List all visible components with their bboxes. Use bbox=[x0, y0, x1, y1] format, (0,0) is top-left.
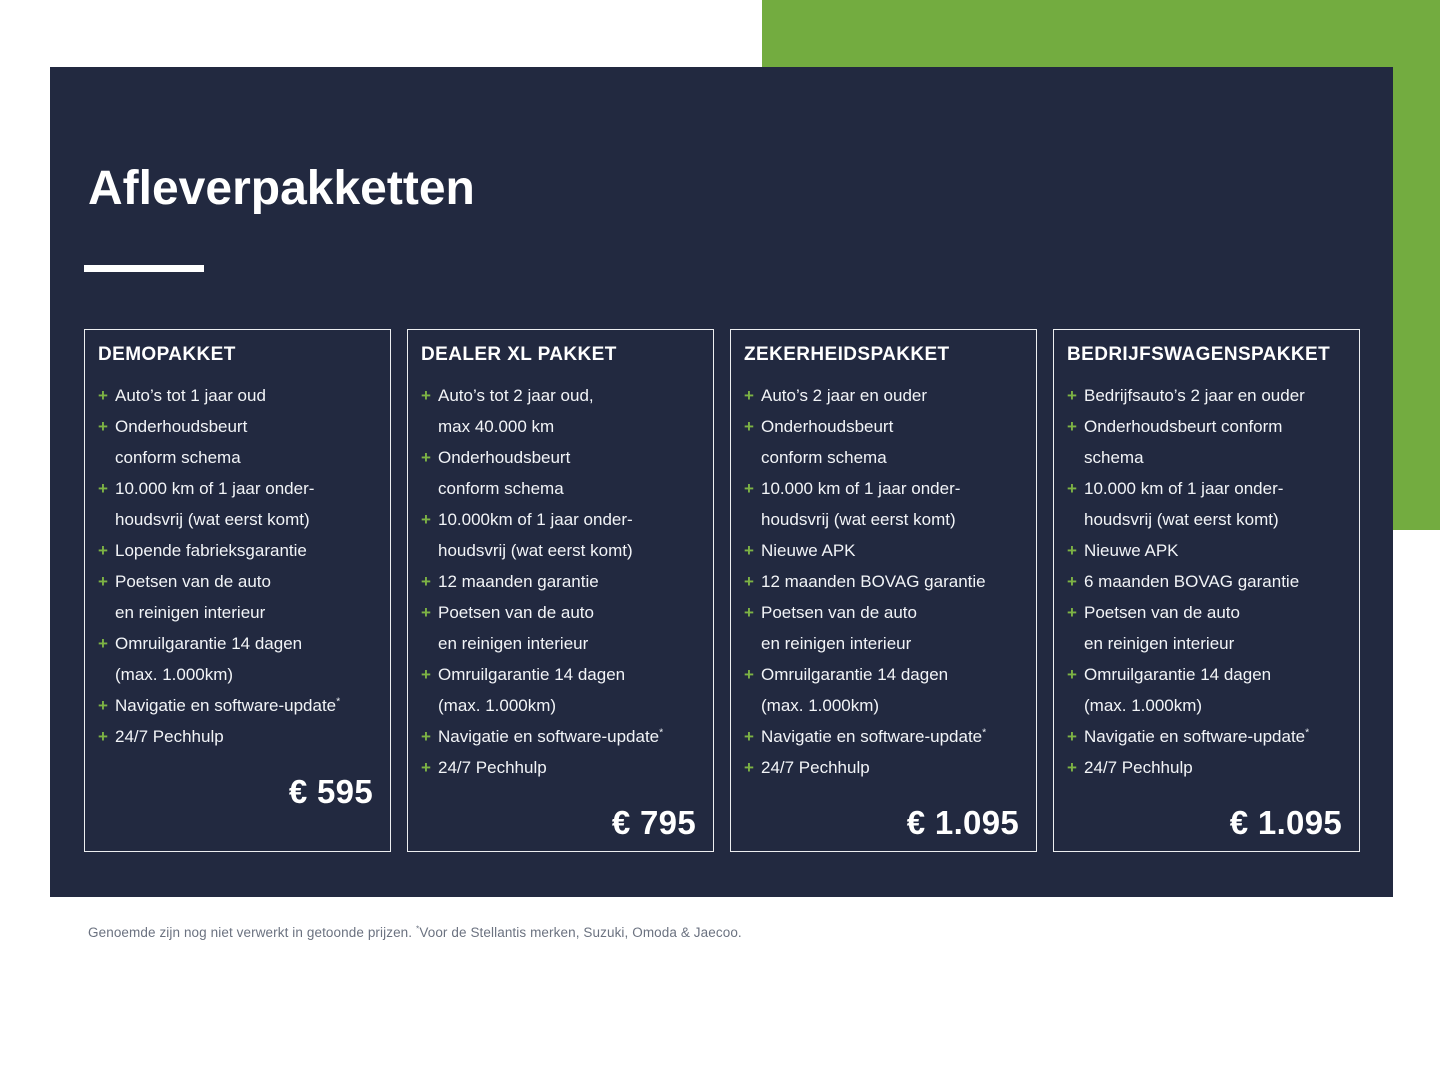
feature-item bbox=[421, 566, 698, 597]
feature-text: 10.000 km of 1 jaar onder- houdsvrij (wat eerst komt) bbox=[761, 479, 961, 529]
feature-text: Nieuwe APK bbox=[761, 541, 856, 560]
footnote-text-after: Voor de Stellantis merken, Suzuki, Omoda & Jaecoo. bbox=[419, 925, 742, 940]
feature-text: Onderhoudsbeurt conform schema bbox=[115, 417, 248, 467]
feature-text: 6 maanden BOVAG garantie bbox=[1084, 572, 1300, 591]
feature-item bbox=[1067, 659, 1344, 721]
plus-icon: + bbox=[421, 448, 431, 467]
feature-item bbox=[744, 535, 1021, 566]
plus-icon: + bbox=[421, 727, 431, 746]
feature-text: 24/7 Pechhulp bbox=[761, 758, 870, 777]
package-card-title: DEALER XL PAKKET bbox=[421, 344, 617, 365]
feature-text: 12 maanden BOVAG garantie bbox=[761, 572, 986, 591]
plus-icon: + bbox=[98, 696, 108, 715]
plus-icon: + bbox=[98, 417, 108, 436]
plus-icon: + bbox=[744, 572, 754, 591]
feature-text: Bedrijfsauto’s 2 jaar en ouder bbox=[1084, 386, 1305, 405]
asterisk-note-marker: * bbox=[336, 695, 341, 708]
plus-icon: + bbox=[1067, 572, 1077, 591]
feature-text: Onderhoudsbeurt conform schema bbox=[761, 417, 894, 467]
main-panel bbox=[50, 67, 1393, 897]
feature-text: 24/7 Pechhulp bbox=[115, 727, 224, 746]
feature-text: Navigatie en software-update* bbox=[438, 726, 664, 746]
feature-item bbox=[1067, 566, 1344, 597]
feature-text: Auto’s 2 jaar en ouder bbox=[761, 386, 928, 405]
feature-item bbox=[421, 659, 698, 721]
plus-icon: + bbox=[98, 541, 108, 560]
feature-item bbox=[1067, 752, 1344, 783]
feature-item bbox=[1067, 535, 1344, 566]
plus-icon: + bbox=[421, 603, 431, 622]
plus-icon: + bbox=[1067, 665, 1077, 684]
plus-icon: + bbox=[744, 727, 754, 746]
plus-icon: + bbox=[744, 541, 754, 560]
feature-text: Poetsen van de auto en reinigen interieur bbox=[1084, 603, 1240, 653]
feature-item bbox=[744, 659, 1021, 721]
footnote-asterisk: * bbox=[416, 923, 420, 934]
feature-text: 10.000 km of 1 jaar onder- houdsvrij (wat eerst komt) bbox=[1084, 479, 1284, 529]
plus-icon: + bbox=[744, 386, 754, 405]
plus-icon: + bbox=[744, 479, 754, 498]
feature-text: Omruilgarantie 14 dagen (max. 1.000km) bbox=[115, 634, 303, 684]
feature-item bbox=[744, 566, 1021, 597]
feature-item bbox=[98, 721, 375, 752]
package-price: € 1.095 bbox=[906, 804, 1019, 841]
plus-icon: + bbox=[1067, 417, 1077, 436]
feature-item bbox=[1067, 721, 1344, 752]
plus-icon: + bbox=[421, 665, 431, 684]
feature-text: Poetsen van de auto en reinigen interieur bbox=[761, 603, 917, 653]
package-card-title: ZEKERHEIDSPAKKET bbox=[744, 344, 950, 365]
feature-text: Navigatie en software-update* bbox=[115, 695, 341, 715]
package-card bbox=[1053, 329, 1360, 852]
feature-item bbox=[744, 721, 1021, 752]
feature-list bbox=[744, 380, 1021, 783]
feature-list bbox=[98, 380, 375, 752]
package-price: € 795 bbox=[611, 804, 696, 841]
feature-text: Auto’s tot 2 jaar oud, max 40.000 km bbox=[438, 386, 594, 436]
feature-text: Onderhoudsbeurt conform schema bbox=[438, 448, 571, 498]
feature-text: Nieuwe APK bbox=[1084, 541, 1179, 560]
plus-icon: + bbox=[1067, 386, 1077, 405]
feature-item bbox=[98, 690, 375, 721]
feature-text: Auto’s tot 1 jaar oud bbox=[115, 386, 266, 405]
package-card bbox=[407, 329, 714, 852]
package-card bbox=[730, 329, 1037, 852]
feature-item bbox=[98, 535, 375, 566]
asterisk-note-marker: * bbox=[659, 726, 664, 739]
plus-icon: + bbox=[421, 758, 431, 777]
feature-text: Lopende fabrieksgarantie bbox=[115, 541, 307, 560]
feature-item bbox=[744, 380, 1021, 411]
feature-text: 10.000 km of 1 jaar onder- houdsvrij (wat eerst komt) bbox=[115, 479, 315, 529]
feature-item bbox=[1067, 597, 1344, 659]
plus-icon: + bbox=[1067, 541, 1077, 560]
feature-item bbox=[744, 597, 1021, 659]
feature-item bbox=[98, 566, 375, 628]
plus-icon: + bbox=[1067, 603, 1077, 622]
feature-item bbox=[98, 380, 375, 411]
feature-text: Poetsen van de auto en reinigen interieur bbox=[438, 603, 594, 653]
plus-icon: + bbox=[1067, 479, 1077, 498]
feature-text: 24/7 Pechhulp bbox=[1084, 758, 1193, 777]
plus-icon: + bbox=[98, 572, 108, 591]
plus-icon: + bbox=[744, 417, 754, 436]
package-card-title: BEDRIJFSWAGENSPAKKET bbox=[1067, 344, 1331, 365]
feature-item bbox=[98, 628, 375, 690]
feature-list bbox=[421, 380, 698, 783]
feature-text: Poetsen van de auto en reinigen interieur bbox=[115, 572, 271, 622]
feature-item bbox=[421, 721, 698, 752]
feature-text: Omruilgarantie 14 dagen (max. 1.000km) bbox=[761, 665, 949, 715]
feature-item bbox=[1067, 473, 1344, 535]
plus-icon: + bbox=[744, 665, 754, 684]
feature-item bbox=[421, 597, 698, 659]
plus-icon: + bbox=[98, 727, 108, 746]
feature-text: Omruilgarantie 14 dagen (max. 1.000km) bbox=[438, 665, 626, 715]
plus-icon: + bbox=[98, 479, 108, 498]
feature-text: Navigatie en software-update* bbox=[761, 726, 987, 746]
package-card-title: DEMOPAKKET bbox=[98, 344, 236, 365]
feature-item bbox=[421, 380, 698, 442]
feature-list bbox=[1067, 380, 1344, 783]
package-cards bbox=[84, 329, 1360, 852]
feature-item bbox=[98, 473, 375, 535]
package-price: € 595 bbox=[288, 773, 373, 810]
plus-icon: + bbox=[98, 634, 108, 653]
plus-icon: + bbox=[744, 758, 754, 777]
feature-item bbox=[421, 504, 698, 566]
plus-icon: + bbox=[744, 603, 754, 622]
feature-item bbox=[421, 442, 698, 504]
feature-item bbox=[744, 473, 1021, 535]
footnote bbox=[88, 925, 742, 940]
feature-item bbox=[98, 411, 375, 473]
feature-text: Navigatie en software-update* bbox=[1084, 726, 1310, 746]
plus-icon: + bbox=[421, 386, 431, 405]
footnote-text-before: Genoemde zijn nog niet verwerkt in getoonde prijzen. bbox=[88, 925, 416, 940]
package-card bbox=[84, 329, 391, 852]
asterisk-note-marker: * bbox=[1305, 726, 1310, 739]
plus-icon: + bbox=[421, 572, 431, 591]
feature-text: Omruilgarantie 14 dagen (max. 1.000km) bbox=[1084, 665, 1272, 715]
feature-text: 24/7 Pechhulp bbox=[438, 758, 547, 777]
feature-item bbox=[744, 411, 1021, 473]
feature-item bbox=[1067, 380, 1344, 411]
feature-item bbox=[1067, 411, 1344, 473]
feature-text: 10.000km of 1 jaar onder- houdsvrij (wat eerst komt) bbox=[438, 510, 633, 560]
feature-text: Onderhoudsbeurt conform schema bbox=[1084, 417, 1283, 467]
plus-icon: + bbox=[1067, 758, 1077, 777]
feature-text: 12 maanden garantie bbox=[438, 572, 599, 591]
plus-icon: + bbox=[421, 510, 431, 529]
asterisk-note-marker: * bbox=[982, 726, 987, 739]
package-price: € 1.095 bbox=[1229, 804, 1342, 841]
feature-item bbox=[421, 752, 698, 783]
plus-icon: + bbox=[1067, 727, 1077, 746]
feature-item bbox=[744, 752, 1021, 783]
page-title: Afleverpakketten bbox=[88, 162, 475, 215]
title-underline bbox=[84, 265, 204, 272]
plus-icon: + bbox=[98, 386, 108, 405]
